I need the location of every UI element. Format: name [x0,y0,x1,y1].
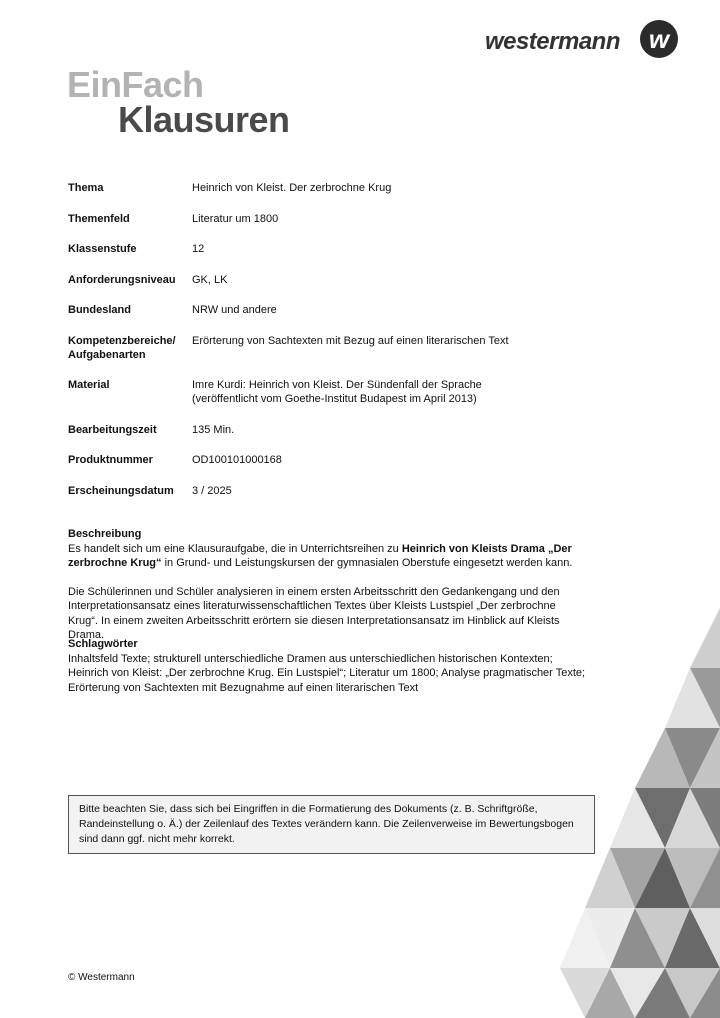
meta-row-produktnummer [68,453,628,467]
formatting-notice: Bitte beachten Sie, dass sich bei Eingriffen in die Formatierung des Dokuments (z. B. Schriftgröße, Randeinstellung o. Ä.) der Zeilenlauf des Textes verändern kann. Die Zeilenverweise im Bewertungsbogen sind dann ggf. nicht mehr korrekt. [68,795,595,854]
meta-key: Bearbeitungszeit [68,423,157,436]
copyright-footer: © Westermann [68,972,135,983]
meta-row-erscheinungsdatum [68,484,628,498]
meta-value: Imre Kurdi: Heinrich von Kleist. Der Sündenfall der Sprache (veröffentlicht vom Goethe-Institut Budapest im April 2013) [192,379,482,405]
meta-key: Bundesland [68,304,131,316]
publisher-brand [480,22,690,62]
meta-value: Erörterung von Sachtexten mit Bezug auf einen literarischen Text [192,334,509,347]
schlagwoerter-section [68,637,588,695]
meta-value: GK, LK [192,273,228,286]
beschreibung-text: in Grund- und Leistungskursen der gymnasialen Oberstufe eingesetzt werden kann. [161,557,573,569]
decorative-triangles [560,608,720,1018]
beschreibung-heading: Beschreibung [68,528,142,540]
meta-row-bearbeitungszeit [68,423,628,437]
beschreibung-text: Es handelt sich um eine Klausuraufgabe, die in Unterrichtsreihen zu [68,542,402,555]
meta-row-themenfeld [68,212,628,226]
meta-key: Produktnummer [68,454,153,466]
meta-key: Klassenstufe [68,243,137,255]
schlagwoerter-text: Inhaltsfeld Texte; strukturell unterschiedliche Dramen aus unterschiedlichen historischen Kontexten; Heinrich von Kleist: „Der zerbrochne Krug. Ein Lustspiel“; Literatur um 1800; Analyse pragmatischer Texte; Erörterung von Sachtexten mit Bezugnahme auf einen literarischen Text [68,652,586,694]
meta-value: NRW und andere [192,304,277,316]
meta-row-kompetenzbereiche [68,334,628,362]
meta-value: Literatur um 1800 [192,212,279,225]
meta-row-material [68,378,628,406]
meta-key: Material [68,379,110,391]
beschreibung-paragraph-1 [68,542,588,571]
decorative-triangle-pattern [550,608,720,1018]
meta-key: Kompetenzbereiche/ Aufgabenarten [68,334,176,361]
meta-row-thema [68,181,628,195]
meta-value: 3 / 2025 [192,484,232,497]
meta-row-bundesland [68,303,628,317]
meta-key: Thema [68,182,104,194]
beschreibung-emphasis: Heinrich von Kleists Drama „Der zerbrochne Krug“ [68,542,572,569]
meta-key: Themenfeld [68,212,130,225]
meta-key: Anforderungsniveau [68,273,176,286]
publisher-logo-icon: w [640,20,678,58]
series-logo-line1: EinFach [67,64,204,105]
meta-value: OD100101000168 [192,454,282,466]
meta-value: 12 [192,243,205,255]
meta-value: Heinrich von Kleist. Der zerbrochne Krug [192,182,392,194]
schlagwoerter-heading: Schlagwörter [68,638,138,650]
meta-value: 135 Min. [192,423,235,436]
beschreibung-paragraph-2: Die Schülerinnen und Schüler analysieren in einem ersten Arbeitsschritt den Gedankengang und den Interpretationsansatz eines literaturwissenschaftlichen Textes über Kleists Lustspiel „Der zerbrochne Krug“. In einem zweiten Arbeitsschritt erörtern sie diesen Interpretationsansatz im Hinblick auf Kleists Drama. [68,585,560,641]
publisher-wordmark: westermann [484,28,620,55]
metadata-table [68,181,628,514]
meta-key: Erscheinungsdatum [68,484,174,497]
series-logo-line2: Klausuren [118,99,290,140]
meta-row-klassenstufe [68,242,628,256]
meta-row-anforderungsniveau [68,273,628,287]
